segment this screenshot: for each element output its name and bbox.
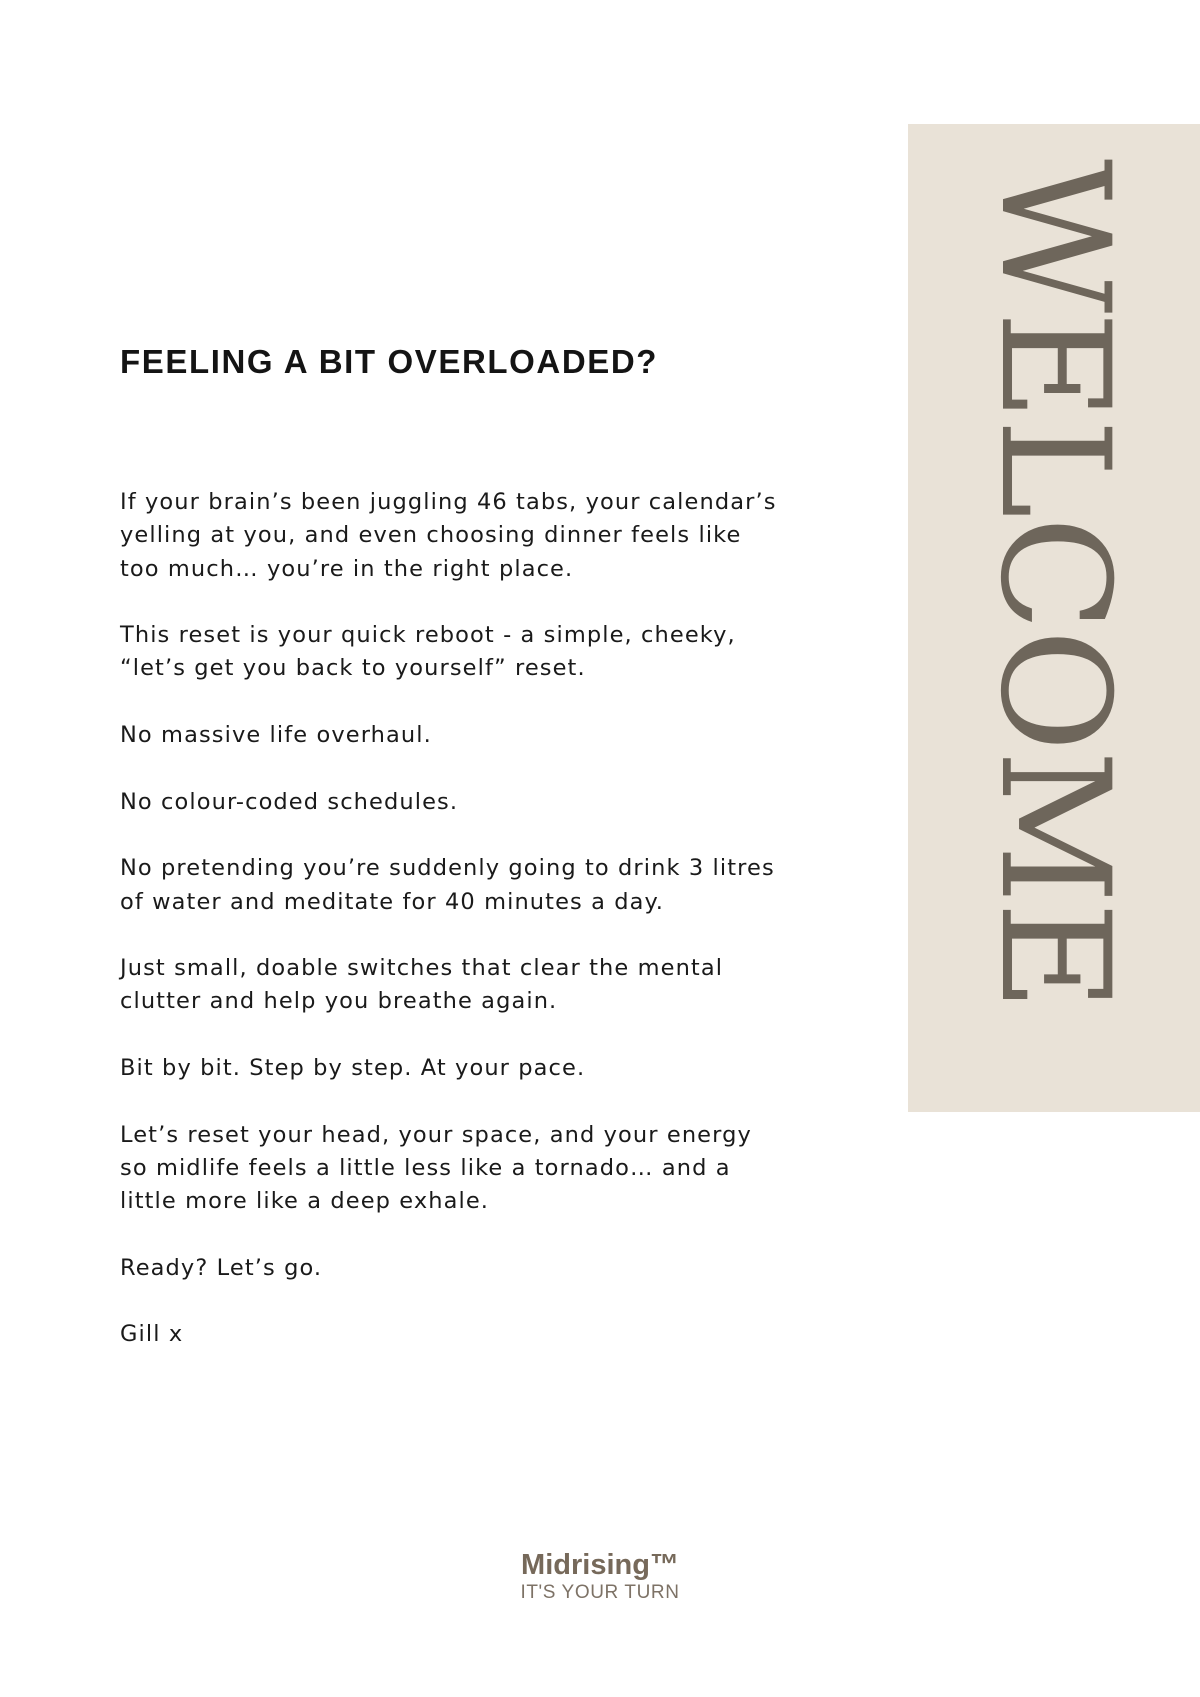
paragraph-no-schedules: No colour-coded schedules.	[120, 788, 459, 815]
paragraph-ready: Ready? Let’s go.	[120, 1254, 323, 1281]
welcome-letter	[120, 486, 840, 1385]
paragraph-lets-reset: Let’s reset your head, your space, and your energy so midlife feels a little less like a tornado… and a little more like a deep exhale.	[120, 1121, 752, 1215]
paragraph-no-pretending: No pretending you’re suddenly going to drink 3 litres of water and meditate for 40 minutes a day.	[120, 855, 775, 915]
paragraph-no-overhaul: No massive life overhaul.	[120, 722, 432, 749]
paragraph-reset: This reset is your quick reboot - a simple, cheeky, “let’s get you back to yourself” reset.	[120, 622, 736, 682]
paragraph-small-switches: Just small, doable switches that clear the mental clutter and help you breathe again.	[120, 955, 724, 1015]
signature: Gill x	[120, 1321, 184, 1348]
paragraph-intro: If your brain’s been juggling 46 tabs, your calendar’s yelling at you, and even choosing dinner feels like too much… you’re in the right place.	[120, 489, 777, 582]
welcome-panel	[908, 124, 1200, 1112]
welcome-vertical-title: WELCOME	[967, 158, 1141, 1010]
brand-footer	[520, 1548, 679, 1604]
brand-logo-name: Midrising™	[521, 1549, 679, 1581]
page-heading: FEELING A BIT OVERLOADED?	[120, 343, 659, 380]
paragraph-bit-by-bit: Bit by bit. Step by step. At your pace.	[120, 1055, 586, 1082]
brand-tagline: IT'S YOUR TURN	[520, 1582, 680, 1603]
